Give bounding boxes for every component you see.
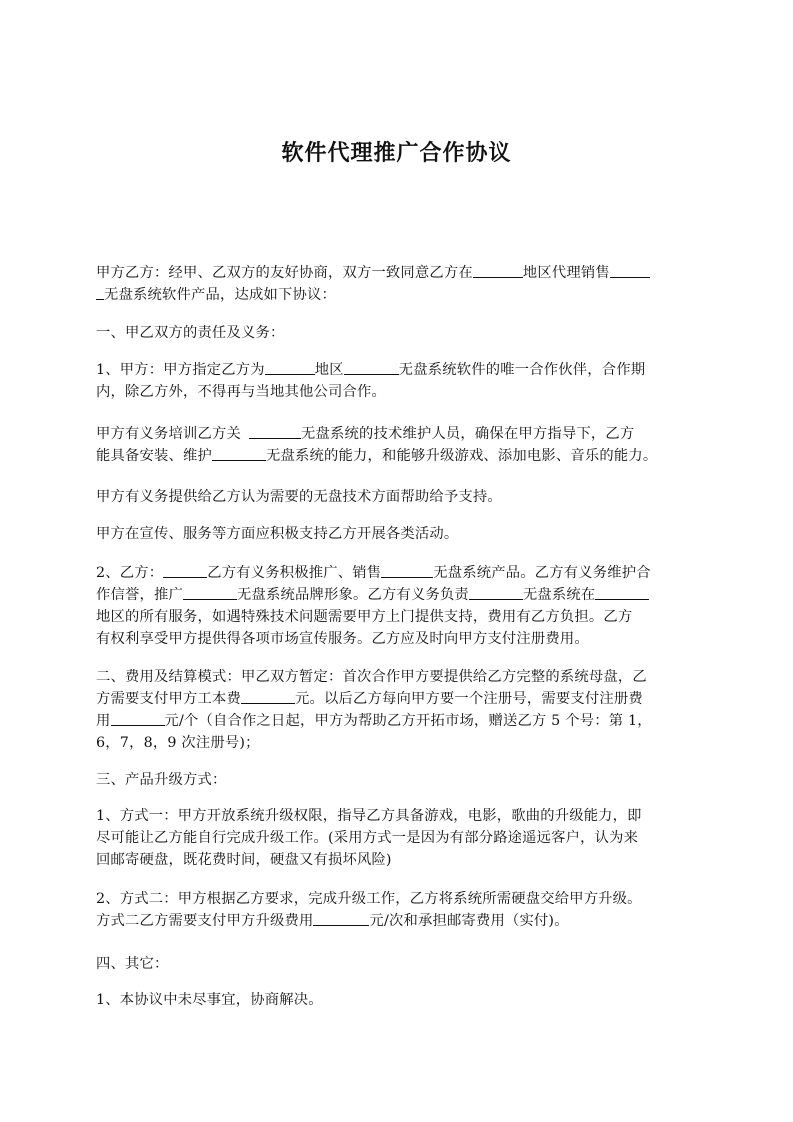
blank-field: [163, 563, 207, 578]
text-run: 无盘系统在: [522, 587, 596, 603]
support-paragraph: [96, 486, 708, 508]
text-line: 甲方有义务提供给乙方认为需要的无盘技术方面帮助给予支持。: [96, 489, 502, 505]
text-run: 方需要支付甲方工本费: [96, 691, 241, 707]
text-run: 无盘系统软件产品，达成如下协议：: [104, 287, 336, 303]
text-run: 元/次和承担邮寄费用（实付)。: [369, 913, 569, 929]
text-line: [96, 710, 708, 732]
text-line: 有权利享受甲方提供得各项市场宣传服务。乙方应及时向甲方支付注册费用。: [96, 631, 589, 647]
text-run: 无盘系统软件的唯一合作伙伴，合作期: [398, 362, 646, 378]
text-line: 甲方在宣传、服务等方面应积极支持乙方开展各类活动。: [96, 526, 459, 542]
blank-field: [610, 263, 650, 278]
text-line: 内，除乙方外，不得再与当地其他公司合作。: [96, 384, 386, 400]
text-run: 能具备安装、维护: [96, 448, 212, 464]
text-line: 1、方式一：甲方开放系统升级权限，指导乙方具备游戏，电影，歌曲的升级能力，即: [96, 808, 642, 824]
promotion-paragraph: [96, 523, 708, 545]
text-line: [96, 284, 708, 306]
party-b-paragraph: [96, 562, 708, 650]
text-run: 1、甲方：甲方指定乙方为: [96, 362, 265, 378]
document-title: 软件代理推广合作协议: [281, 141, 512, 166]
blank-field: [595, 585, 649, 600]
text-line: [96, 562, 708, 584]
party-a-paragraph: [96, 359, 708, 403]
text-line: [96, 688, 708, 710]
training-paragraph: [96, 423, 708, 467]
text-run: 地区代理销售: [522, 265, 610, 281]
text-run: 无盘系统品牌形象。乙方有义务负责: [236, 587, 469, 603]
blank-field: [111, 711, 165, 726]
heading-text: 三、产品升级方式：: [96, 772, 227, 788]
text-line: 1、本协议中未尽事宜，协商解决。: [96, 992, 323, 1008]
blank-field: [469, 585, 523, 600]
text-line: [96, 584, 708, 606]
blank-field: [249, 424, 301, 439]
section-heading-other: [96, 953, 708, 975]
section-heading-responsibilities: [96, 322, 708, 344]
text-line: [96, 262, 708, 284]
heading-text: 四、其它：: [96, 956, 169, 972]
text-run: 乙方有义务积极推广、销售: [207, 565, 382, 581]
blank-field: [313, 911, 369, 926]
text-line: 地区的所有服务，如遇特殊技术问题需要甲方上门提供支持，费用有乙方负担。乙方: [96, 609, 633, 625]
text-run: 元/个（自合作之日起，甲方为帮助乙方开拓市场，赠送乙方 5 个号：第 1，: [164, 713, 652, 729]
text-line: 2、方式二：甲方根据乙方要求，完成升级工作，乙方将系统所需硬盘交给甲方升级。: [96, 891, 642, 907]
text-run: 甲方乙方：经甲、乙双方的友好协商，双方一致同意乙方在: [96, 265, 473, 281]
blank-field: [212, 446, 266, 461]
blank-field: [473, 263, 523, 278]
text-run: 用: [96, 713, 111, 729]
blank-field: [344, 360, 399, 375]
heading-text: 一、甲乙双方的责任及义务：: [96, 325, 285, 341]
section-heading-upgrade: [96, 769, 708, 791]
text-run: 2、乙方：: [96, 565, 164, 581]
blank-field: [381, 563, 433, 578]
upgrade-method-two-paragraph: [96, 888, 708, 932]
text-line: [96, 445, 708, 467]
blank-field: [183, 585, 237, 600]
text-run: 方式二乙方需要支付甲方升级费用: [96, 913, 314, 929]
text-line: 二、费用及结算模式：甲乙双方暂定：首次合作甲方要提供给乙方完整的系统母盘，乙: [96, 669, 647, 685]
text-run: 元。以后乙方每向甲方要一个注册号，需要支付注册费: [294, 691, 643, 707]
fees-paragraph: [96, 666, 708, 754]
text-run: 地区: [314, 362, 344, 378]
text-run: 甲方有义务培训乙方关: [96, 426, 241, 442]
intro-paragraph: [96, 262, 708, 306]
blank-field: [265, 360, 315, 375]
text-line: [96, 910, 708, 932]
text-run: 无盘系统产品。乙方有义务维护合: [433, 565, 651, 581]
text-run: 无盘系统的技术维护人员，确保在甲方指导下，乙方: [300, 426, 635, 442]
other-matters-paragraph: [96, 989, 708, 1011]
blank-field: [96, 285, 104, 300]
text-run: 无盘系统的能力，和能够升级游戏、添加电影、音乐的能力。: [265, 448, 658, 464]
text-line: [96, 359, 708, 381]
blank-field: [241, 689, 295, 704]
text-line: 回邮寄硬盘，既花费时间，硬盘又有损坏风险): [96, 852, 392, 868]
text-run: 作信誉，推广: [96, 587, 183, 603]
text-line: 6，7，8，9 次注册号)；: [96, 735, 260, 751]
upgrade-method-one-paragraph: [96, 805, 708, 871]
text-line: [96, 423, 708, 445]
text-line: 尽可能让乙方能自行完成升级工作。(采用方式一是因为有部分路途遥远客户，认为来: [96, 830, 639, 846]
